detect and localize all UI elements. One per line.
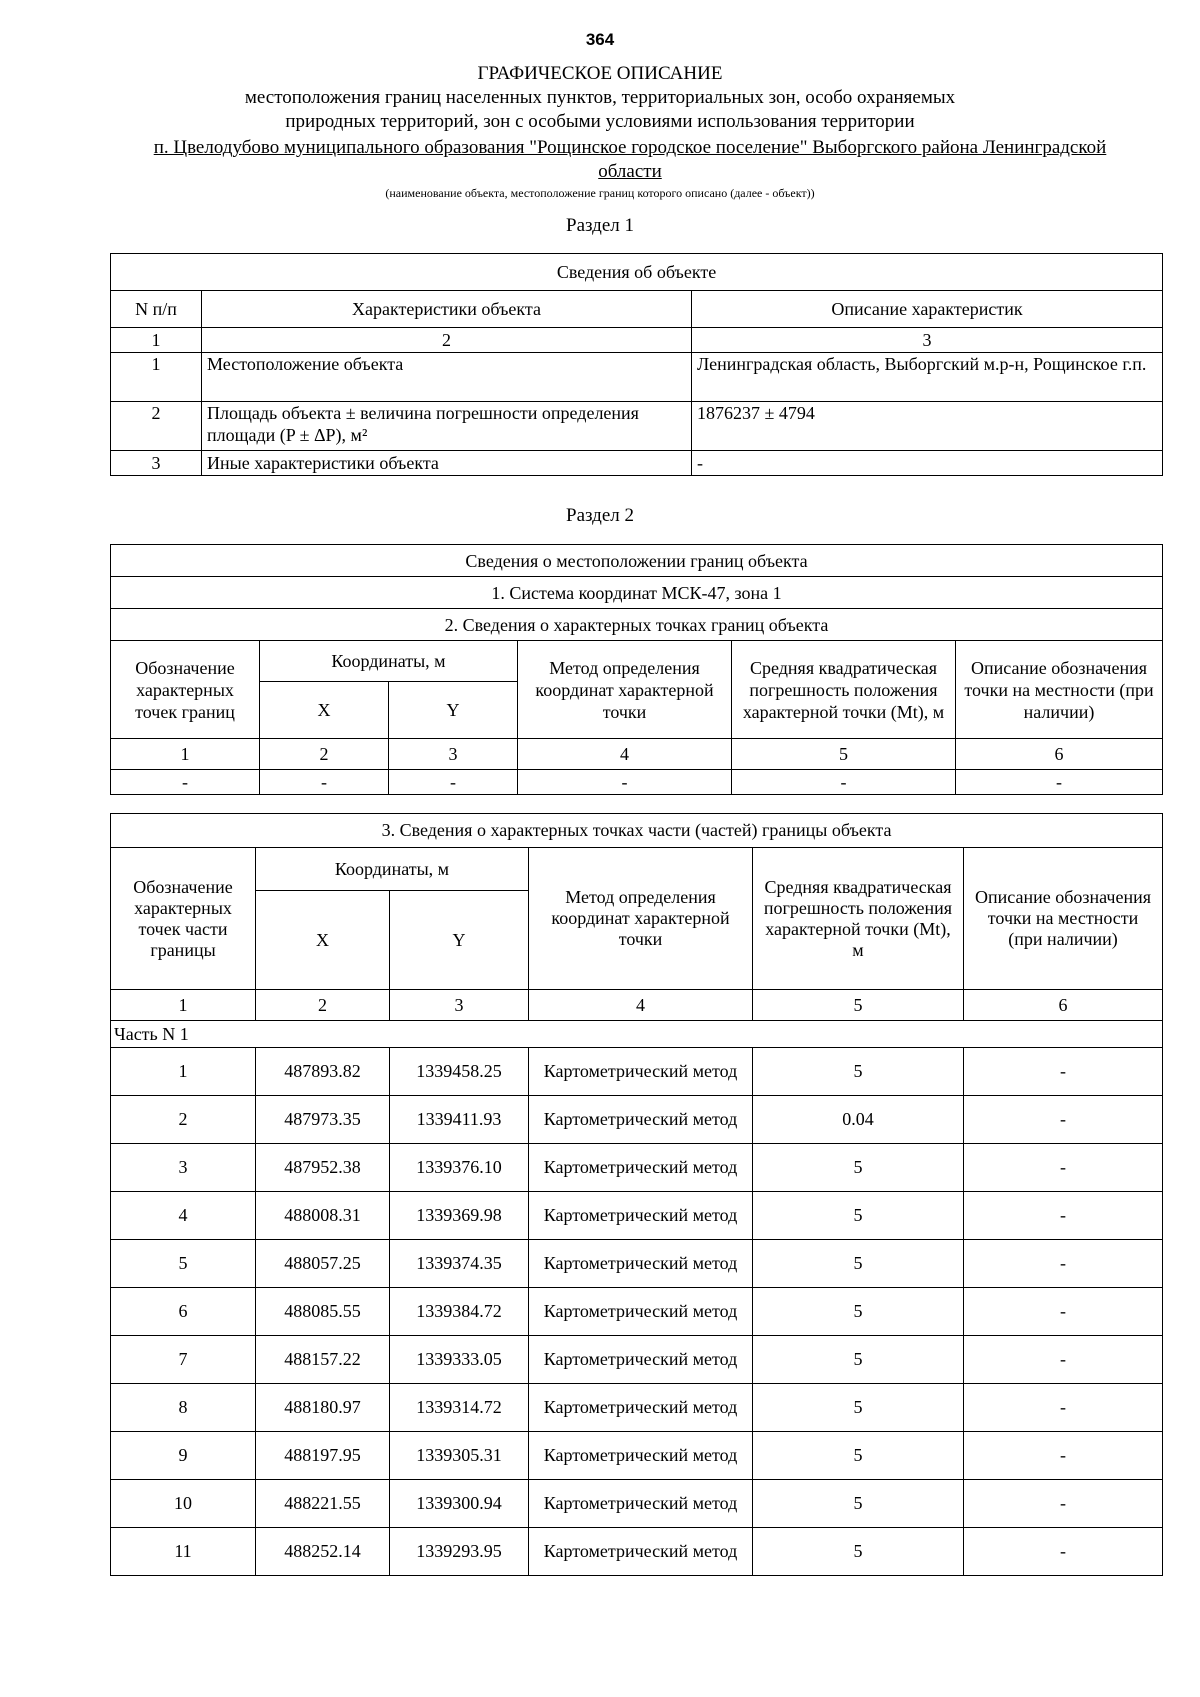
table-row [111,1336,1163,1384]
boundary-points-table [110,544,1163,795]
mean-square-error: 5 [753,1528,964,1576]
empty-cell: - [389,770,518,795]
point-number: 9 [111,1432,256,1480]
column-number: 4 [518,739,732,770]
points-title-row [111,609,1163,641]
table-header-row [111,291,1163,328]
row-number: 1 [111,353,202,402]
y-coordinate: 1339369.98 [390,1192,529,1240]
point-number: 11 [111,1528,256,1576]
row-number: 2 [111,402,202,451]
y-coordinate: 1339333.05 [390,1336,529,1384]
point-description: - [964,1048,1163,1096]
empty-cell: - [518,770,732,795]
table-row [111,1096,1163,1144]
characteristic-value: Ленинградская область, Выборгский м.р-н, Рощинское г.п. [692,353,1163,402]
column-header: Координаты, м [260,641,518,682]
point-description: - [964,1336,1163,1384]
table-title-row [111,254,1163,291]
parts-title: 3. Сведения о характерных точках части (частей) границы объекта [111,814,1163,848]
mean-square-error: 5 [753,1144,964,1192]
column-header: X [256,891,390,990]
point-number: 8 [111,1384,256,1432]
column-number: 3 [692,328,1163,353]
part-label: Часть N 1 [111,1021,1163,1048]
column-header: Y [389,682,518,739]
y-coordinate: 1339293.95 [390,1528,529,1576]
x-coordinate: 488008.31 [256,1192,390,1240]
method: Картометрический метод [529,1432,753,1480]
object-info-table [110,253,1163,476]
object-info-title: Сведения об объекте [111,254,1163,291]
mean-square-error: 5 [753,1288,964,1336]
point-description: - [964,1432,1163,1480]
column-number: 2 [260,739,389,770]
table-row [111,1048,1163,1096]
method: Картометрический метод [529,1096,753,1144]
method: Картометрический метод [529,1336,753,1384]
column-number-row [111,739,1163,770]
object-name-caption: (наименование объекта, местоположение границ которого описано (далее - объект)) [385,186,815,200]
y-coordinate: 1339376.10 [390,1144,529,1192]
column-header: Метод определения координат характерной точки [529,848,753,990]
page-number: 364 [585,30,615,49]
column-header: Описание обозначения точки на местности (при наличии) [964,848,1163,990]
y-coordinate: 1339384.72 [390,1288,529,1336]
column-header: Обозначение характерных точек границ [111,641,260,739]
point-description: - [964,1192,1163,1240]
column-number: 1 [111,990,256,1021]
object-name-line2: области [598,161,662,182]
table-row [111,1240,1163,1288]
point-number: 6 [111,1288,256,1336]
column-header: Характеристики объекта [202,291,692,328]
column-number: 4 [529,990,753,1021]
point-description: - [964,1480,1163,1528]
column-number: 5 [732,739,956,770]
document-subtitle-line2: природных территорий, зон с особыми условиями использования территории [285,111,915,132]
x-coordinate: 488252.14 [256,1528,390,1576]
column-header: Средняя квадратическая погрешность положения характерной точки (Mt), м [753,848,964,990]
mean-square-error: 5 [753,1192,964,1240]
point-description: - [964,1384,1163,1432]
part-points-table [110,813,1163,1576]
column-header: Y [390,891,529,990]
point-description: - [964,1096,1163,1144]
boundaries-title: Сведения о местоположении границ объекта [111,545,1163,577]
method: Картометрический метод [529,1288,753,1336]
x-coordinate: 488057.25 [256,1240,390,1288]
column-header: N п/п [111,291,202,328]
table-row [111,1288,1163,1336]
characteristic-value: 1876237 ± 4794 [692,402,1163,451]
y-coordinate: 1339458.25 [390,1048,529,1096]
part-points-body [111,1048,1163,1576]
table-row [111,770,1163,795]
table-title-row [111,545,1163,577]
empty-cell: - [956,770,1163,795]
coordinate-system-row [111,577,1163,609]
x-coordinate: 488180.97 [256,1384,390,1432]
column-number-row [111,328,1163,353]
table-row [111,1528,1163,1576]
x-coordinate: 488197.95 [256,1432,390,1480]
point-number: 7 [111,1336,256,1384]
column-number: 3 [390,990,529,1021]
table-row [111,1144,1163,1192]
point-description: - [964,1288,1163,1336]
table-row [111,1384,1163,1432]
point-description: - [964,1144,1163,1192]
method: Картометрический метод [529,1384,753,1432]
section1-label: Раздел 1 [566,215,634,236]
characteristic-name: Иные характеристики объекта [202,451,692,476]
column-header: Метод определения координат характерной точки [518,641,732,739]
point-description: - [964,1528,1163,1576]
column-header: Средняя квадратическая погрешность положения характерной точки (Mt), м [732,641,956,739]
method: Картометрический метод [529,1240,753,1288]
y-coordinate: 1339411.93 [390,1096,529,1144]
method: Картометрический метод [529,1144,753,1192]
mean-square-error: 5 [753,1384,964,1432]
column-number: 2 [256,990,390,1021]
column-header: Обозначение характерных точек части границы [111,848,256,990]
method: Картометрический метод [529,1048,753,1096]
x-coordinate: 488157.22 [256,1336,390,1384]
document-subtitle-line1: местоположения границ населенных пунктов, территориальных зон, особо охраняемых [244,87,956,108]
document-title: ГРАФИЧЕСКОЕ ОПИСАНИЕ [477,63,723,84]
y-coordinate: 1339314.72 [390,1384,529,1432]
column-number: 1 [111,739,260,770]
characteristic-name: Местоположение объекта [202,353,692,402]
table-row [111,1432,1163,1480]
mean-square-error: 5 [753,1432,964,1480]
section2-label: Раздел 2 [566,505,634,526]
y-coordinate: 1339305.31 [390,1432,529,1480]
table-row [111,1192,1163,1240]
column-header: Координаты, м [256,848,529,891]
table-row [111,1480,1163,1528]
point-number: 5 [111,1240,256,1288]
point-number: 3 [111,1144,256,1192]
column-number: 6 [964,990,1163,1021]
mean-square-error: 0.04 [753,1096,964,1144]
column-number: 6 [956,739,1163,770]
point-number: 10 [111,1480,256,1528]
column-header: Описание характеристик [692,291,1163,328]
object-name [110,136,1150,184]
method: Картометрический метод [529,1192,753,1240]
table-header-row [111,848,1163,891]
column-number: 1 [111,328,202,353]
mean-square-error: 5 [753,1336,964,1384]
y-coordinate: 1339300.94 [390,1480,529,1528]
table-row [111,353,1163,402]
x-coordinate: 487952.38 [256,1144,390,1192]
x-coordinate: 487973.35 [256,1096,390,1144]
characteristic-name: Площадь объекта ± величина погрешности определения площади (P ± ΔP), м² [202,402,692,451]
method: Картометрический метод [529,1480,753,1528]
column-number: 5 [753,990,964,1021]
points-title: 2. Сведения о характерных точках границ объекта [111,609,1163,641]
object-name-line1: п. Цвелодубово муниципального образования "Рощинское городское поселение" Выборгского района Ленинградской [153,137,1107,158]
mean-square-error: 5 [753,1240,964,1288]
x-coordinate: 487893.82 [256,1048,390,1096]
table-row [111,451,1163,476]
row-number: 3 [111,451,202,476]
point-number: 2 [111,1096,256,1144]
mean-square-error: 5 [753,1480,964,1528]
table-header-row [111,641,1163,682]
column-number: 3 [389,739,518,770]
empty-cell: - [260,770,389,795]
column-number: 2 [202,328,692,353]
column-number-row [111,990,1163,1021]
point-number: 1 [111,1048,256,1096]
x-coordinate: 488221.55 [256,1480,390,1528]
empty-cell: - [111,770,260,795]
part-label-row [111,1021,1163,1048]
parts-title-row [111,814,1163,848]
point-number: 4 [111,1192,256,1240]
method: Картометрический метод [529,1528,753,1576]
x-coordinate: 488085.55 [256,1288,390,1336]
empty-cell: - [732,770,956,795]
mean-square-error: 5 [753,1048,964,1096]
column-header: X [260,682,389,739]
coordinate-system: 1. Система координат МСК-47, зона 1 [111,577,1163,609]
column-header: Описание обозначения точки на местности (при наличии) [956,641,1163,739]
y-coordinate: 1339374.35 [390,1240,529,1288]
table-row [111,402,1163,451]
point-description: - [964,1240,1163,1288]
characteristic-value: - [692,451,1163,476]
